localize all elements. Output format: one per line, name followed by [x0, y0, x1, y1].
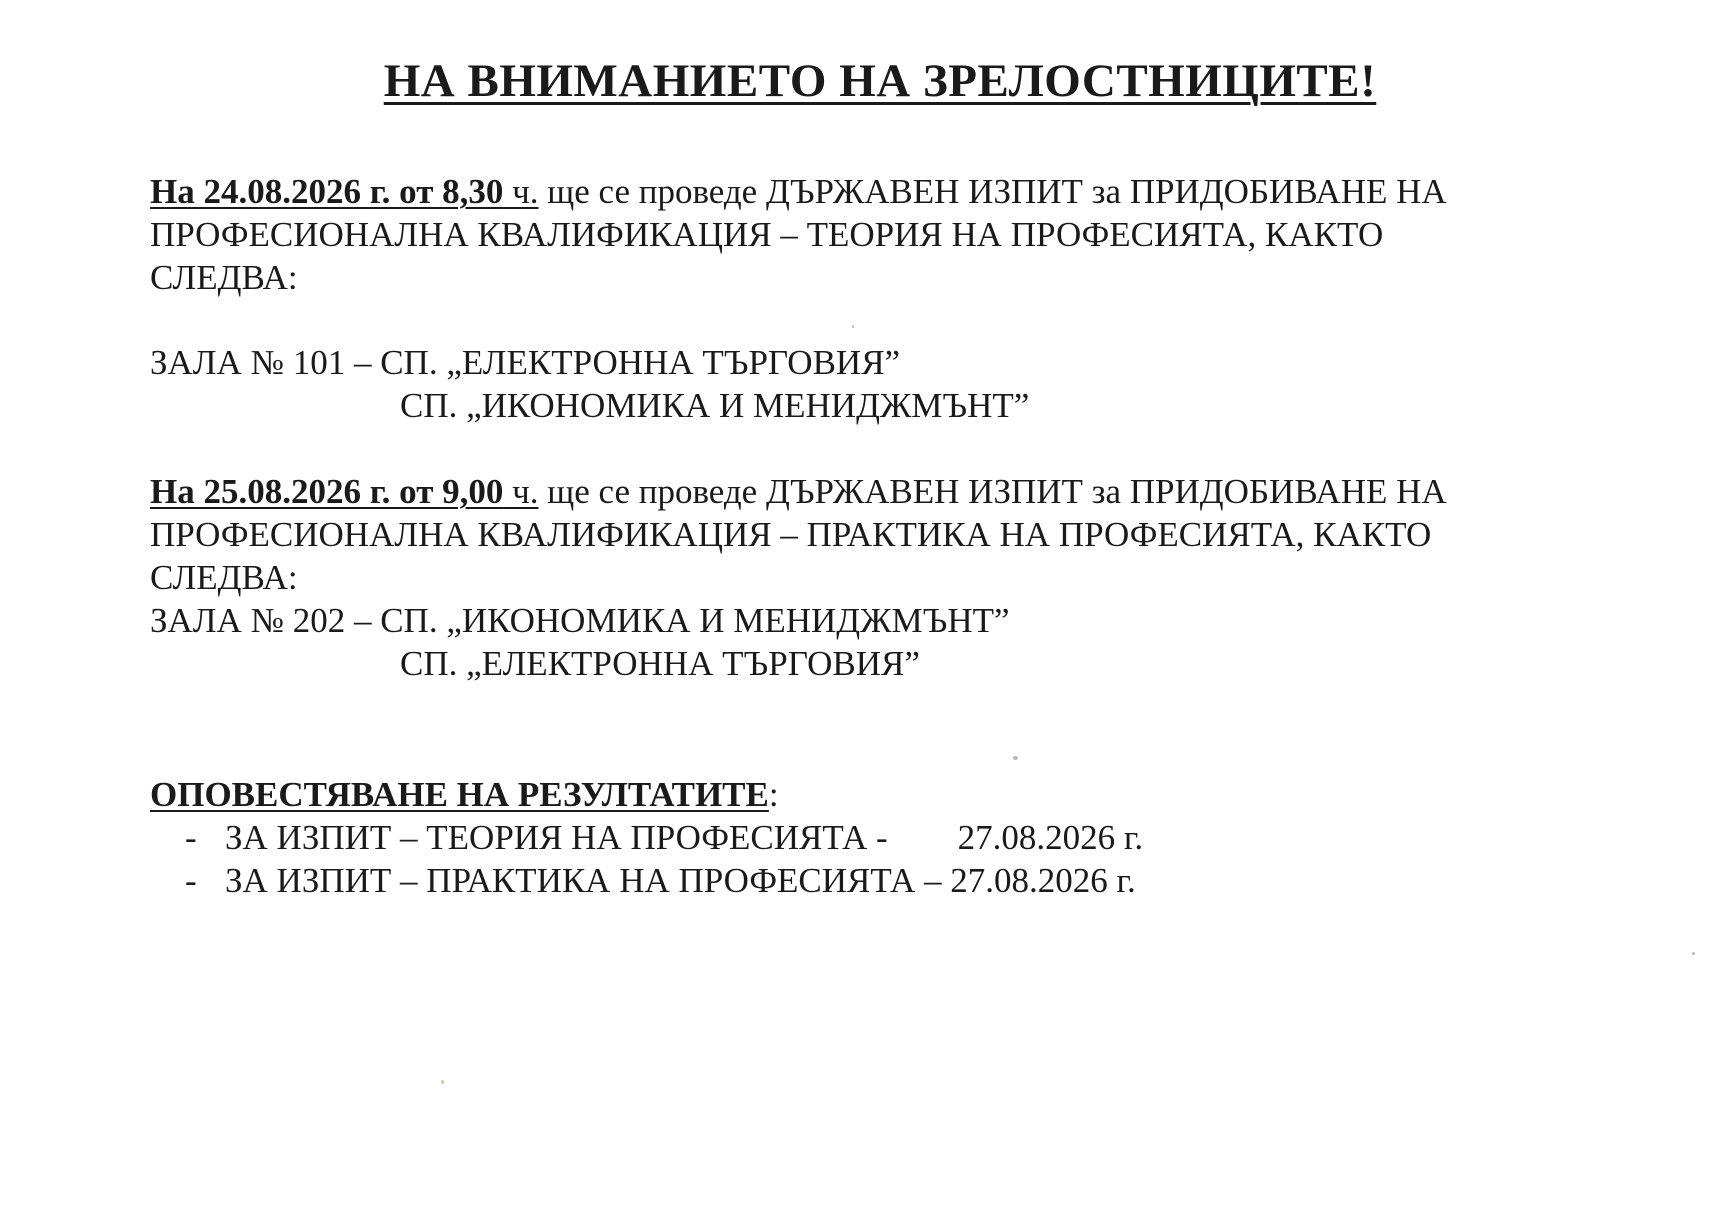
exam-practice-hall-second-line: СП. „ЕЛЕКТРОННА ТЪРГОВИЯ”: [400, 644, 920, 683]
exam-theory-text: ще се проведе ДЪРЖАВЕН ИЗПИТ за ПРИДОБИВАНЕ НА: [538, 172, 1447, 211]
exam-theory-line-1: [150, 170, 1447, 213]
exam-practice-hour-unit: ч.: [503, 472, 539, 511]
results-heading-line: [150, 773, 1143, 816]
exam-practice-line-3: СЛЕДВА:: [150, 558, 298, 597]
scan-speck: [441, 1080, 444, 1084]
results-section: [150, 773, 1143, 902]
exam-theory-line-3: СЛЕДВА:: [150, 258, 298, 297]
results-heading: ОПОВЕСТЯВАНЕ НА РЕЗУЛТАТИТЕ: [150, 775, 769, 814]
result-label: ЗА ИЗПИТ – ПРАКТИКА НА ПРОФЕСИЯТА – 27.08.2026 г.: [225, 861, 1136, 900]
scan-speck: [1692, 952, 1695, 955]
exam-practice-line-1: [150, 470, 1447, 513]
result-item-theory: [150, 816, 1143, 859]
exam-practice-text: ще се проведе ДЪРЖАВЕН ИЗПИТ за ПРИДОБИВАНЕ НА: [538, 472, 1447, 511]
result-bullet: -: [185, 818, 197, 857]
page-title: НА ВНИМАНИЕТО НА ЗРЕЛОСТНИЦИТЕ!: [383, 55, 1377, 107]
exam-theory-announcement: [150, 170, 1447, 299]
exam-practice-hall-line: ЗАЛА № 202 – СП. „ИКОНОМИКА И МЕНИДЖМЪНТ”: [150, 601, 1010, 640]
exam-practice-announcement: [150, 470, 1447, 685]
results-heading-colon: :: [768, 775, 779, 814]
result-label: ЗА ИЗПИТ – ТЕОРИЯ НА ПРОФЕСИЯТА -: [225, 818, 888, 857]
exam-theory-hall-line: ЗАЛА № 101 – СП. „ЕЛЕКТРОННА ТЪРГОВИЯ”: [150, 343, 901, 382]
exam-theory-line-2: ПРОФЕСИОНАЛНА КВАЛИФИКАЦИЯ – ТЕОРИЯ НА ПРОФЕСИЯТА, КАКТО: [150, 215, 1384, 254]
result-date: 27.08.2026 г.: [957, 818, 1144, 857]
result-item-practice: [150, 859, 1143, 902]
exam-theory-date-time: На 24.08.2026 г. от 8,30: [150, 172, 504, 211]
exam-theory-hall-second-line: СП. „ИКОНОМИКА И МЕНИДЖМЪНТ”: [400, 386, 1030, 425]
scan-speck: [1013, 756, 1018, 760]
exam-practice-date-time: На 25.08.2026 г. от 9,00: [150, 472, 504, 511]
exam-theory-halls: [150, 341, 1029, 427]
result-bullet: -: [185, 861, 197, 900]
exam-theory-hour-unit: ч.: [503, 172, 539, 211]
scan-speck: [852, 325, 854, 328]
exam-practice-line-2: ПРОФЕСИОНАЛНА КВАЛИФИКАЦИЯ – ПРАКТИКА НА ПРОФЕСИЯТА, КАКТО: [150, 515, 1432, 554]
